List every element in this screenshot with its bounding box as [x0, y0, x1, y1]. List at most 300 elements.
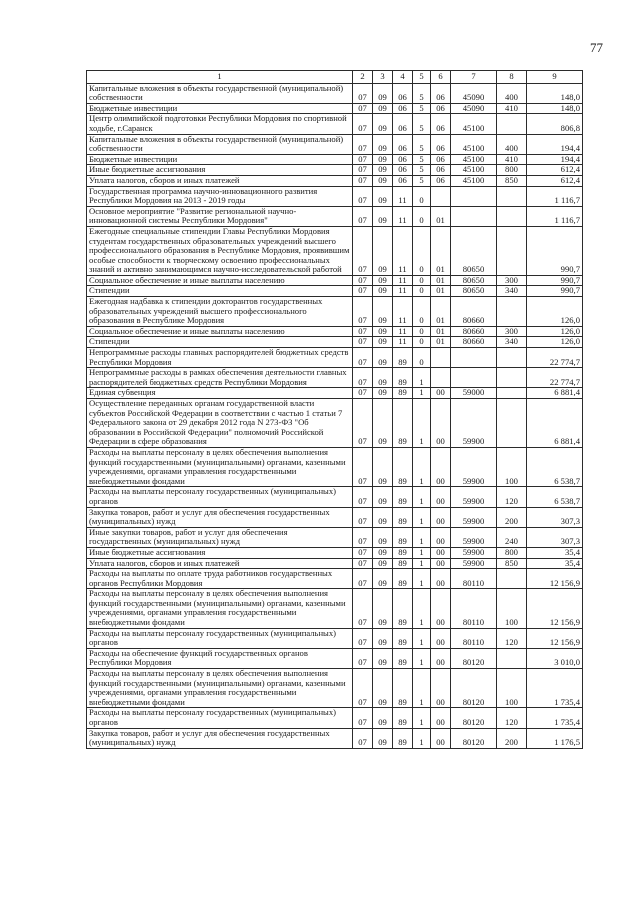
program-code-cell: 89 — [393, 558, 413, 569]
table-row — [87, 154, 583, 165]
section-code-cell: 07 — [353, 669, 373, 708]
subprogram-code-cell: 1 — [413, 728, 431, 748]
table-row — [87, 447, 583, 486]
event-code-cell: 01 — [431, 286, 451, 297]
subsection-code-cell: 09 — [373, 114, 393, 134]
subprogram-code-cell: 0 — [413, 186, 431, 206]
amount-cell: 1 116,7 — [527, 206, 583, 226]
subprogram-code-cell: 0 — [413, 286, 431, 297]
program-code-cell: 11 — [393, 286, 413, 297]
subprogram-code-cell: 1 — [413, 648, 431, 668]
program-code-cell: 89 — [393, 487, 413, 507]
table-row — [87, 708, 583, 728]
subsection-code-cell: 09 — [373, 569, 393, 589]
event-code-cell: 06 — [431, 114, 451, 134]
event-code-cell: 01 — [431, 326, 451, 337]
amount-cell: 990,7 — [527, 275, 583, 286]
section-code-cell: 07 — [353, 648, 373, 668]
expense-name-cell: Социальное обеспечение и иные выплаты населению — [87, 326, 353, 337]
amount-cell: 6 881,4 — [527, 388, 583, 399]
section-code-cell: 07 — [353, 103, 373, 114]
section-code-cell: 07 — [353, 487, 373, 507]
expense-type-code-cell: 340 — [497, 337, 527, 348]
header-cell: 5 — [413, 71, 431, 84]
subsection-code-cell: 09 — [373, 487, 393, 507]
event-code-cell: 06 — [431, 103, 451, 114]
program-code-cell: 06 — [393, 114, 413, 134]
subprogram-code-cell: 1 — [413, 589, 431, 628]
direction-code-cell: 45100 — [451, 154, 497, 165]
subprogram-code-cell: 1 — [413, 368, 431, 388]
event-code-cell: 00 — [431, 399, 451, 448]
amount-cell: 22 774,7 — [527, 368, 583, 388]
amount-cell: 6 538,7 — [527, 487, 583, 507]
subprogram-code-cell: 5 — [413, 154, 431, 165]
subsection-code-cell: 09 — [373, 165, 393, 176]
expense-type-code-cell — [497, 399, 527, 448]
event-code-cell: 00 — [431, 628, 451, 648]
subprogram-code-cell: 5 — [413, 175, 431, 186]
section-code-cell: 07 — [353, 83, 373, 103]
expense-name-cell: Стипендии — [87, 286, 353, 297]
section-code-cell: 07 — [353, 175, 373, 186]
program-code-cell: 89 — [393, 569, 413, 589]
direction-code-cell: 80650 — [451, 286, 497, 297]
subsection-code-cell: 09 — [373, 134, 393, 154]
amount-cell: 307,3 — [527, 507, 583, 527]
amount-cell: 194,4 — [527, 134, 583, 154]
program-code-cell: 89 — [393, 507, 413, 527]
direction-code-cell: 45100 — [451, 165, 497, 176]
section-code-cell: 07 — [353, 154, 373, 165]
program-code-cell: 06 — [393, 154, 413, 165]
program-code-cell: 89 — [393, 447, 413, 486]
program-code-cell: 89 — [393, 648, 413, 668]
expense-name-cell: Иные бюджетные ассигнования — [87, 165, 353, 176]
program-code-cell: 11 — [393, 226, 413, 275]
event-code-cell: 00 — [431, 558, 451, 569]
expense-name-cell: Основное мероприятие "Развитие региональной научно-инновационной системы Республики Мордовия" — [87, 206, 353, 226]
subsection-code-cell: 09 — [373, 226, 393, 275]
subsection-code-cell: 09 — [373, 326, 393, 337]
event-code-cell: 06 — [431, 83, 451, 103]
subsection-code-cell: 09 — [373, 669, 393, 708]
direction-code-cell: 45100 — [451, 134, 497, 154]
direction-code-cell: 80110 — [451, 569, 497, 589]
amount-cell: 148,0 — [527, 103, 583, 114]
subprogram-code-cell: 0 — [413, 297, 431, 327]
section-code-cell: 07 — [353, 165, 373, 176]
program-code-cell: 06 — [393, 103, 413, 114]
expense-name-cell: Центр олимпийской подготовки Республики Мордовия по спортивной ходьбе, г.Саранск — [87, 114, 353, 134]
program-code-cell: 11 — [393, 297, 413, 327]
event-code-cell: 06 — [431, 154, 451, 165]
expense-name-cell: Стипендии — [87, 337, 353, 348]
direction-code-cell: 80660 — [451, 297, 497, 327]
event-code-cell: 06 — [431, 175, 451, 186]
table-row — [87, 589, 583, 628]
expense-name-cell: Социальное обеспечение и иные выплаты населению — [87, 275, 353, 286]
table-row — [87, 669, 583, 708]
subsection-code-cell: 09 — [373, 447, 393, 486]
section-code-cell: 07 — [353, 326, 373, 337]
expense-type-code-cell: 120 — [497, 628, 527, 648]
page-number: 77 — [590, 40, 603, 55]
amount-cell: 126,0 — [527, 297, 583, 327]
table-row — [87, 348, 583, 368]
program-code-cell: 06 — [393, 83, 413, 103]
amount-cell: 1 116,7 — [527, 186, 583, 206]
subsection-code-cell: 09 — [373, 527, 393, 547]
expense-name-cell: Уплата налогов, сборов и иных платежей — [87, 175, 353, 186]
expense-name-cell: Бюджетные инвестиции — [87, 154, 353, 165]
subsection-code-cell: 09 — [373, 708, 393, 728]
subsection-code-cell: 09 — [373, 589, 393, 628]
direction-code-cell: 80110 — [451, 589, 497, 628]
expense-type-code-cell — [497, 186, 527, 206]
direction-code-cell: 59900 — [451, 547, 497, 558]
subprogram-code-cell: 1 — [413, 507, 431, 527]
section-code-cell: 07 — [353, 186, 373, 206]
table-row — [87, 297, 583, 327]
section-code-cell: 07 — [353, 628, 373, 648]
direction-code-cell: 80650 — [451, 275, 497, 286]
header-cell: 4 — [393, 71, 413, 84]
subsection-code-cell: 09 — [373, 275, 393, 286]
expense-type-code-cell — [497, 114, 527, 134]
expense-type-code-cell: 120 — [497, 708, 527, 728]
event-code-cell: 00 — [431, 527, 451, 547]
expense-name-cell: Единая субвенция — [87, 388, 353, 399]
section-code-cell: 07 — [353, 286, 373, 297]
subsection-code-cell: 09 — [373, 286, 393, 297]
expense-name-cell: Расходы на выплаты персоналу в целях обеспечения выполнения функций государственными (муниципальными) органами, казенными учреждениями, органами управления государственными внебюджетными фондами — [87, 447, 353, 486]
expense-type-code-cell: 850 — [497, 175, 527, 186]
event-code-cell — [431, 348, 451, 368]
table-row — [87, 388, 583, 399]
direction-code-cell — [451, 348, 497, 368]
event-code-cell: 00 — [431, 589, 451, 628]
amount-cell: 6 881,4 — [527, 399, 583, 448]
event-code-cell: 01 — [431, 275, 451, 286]
table-body — [87, 71, 583, 749]
expense-type-code-cell — [497, 368, 527, 388]
subprogram-code-cell: 0 — [413, 206, 431, 226]
section-code-cell: 07 — [353, 337, 373, 348]
program-code-cell: 89 — [393, 728, 413, 748]
header-cell: 9 — [527, 71, 583, 84]
program-code-cell: 89 — [393, 527, 413, 547]
program-code-cell: 89 — [393, 388, 413, 399]
amount-cell: 22 774,7 — [527, 348, 583, 368]
amount-cell: 12 156,9 — [527, 569, 583, 589]
header-cell: 7 — [451, 71, 497, 84]
direction-code-cell: 80660 — [451, 326, 497, 337]
amount-cell: 990,7 — [527, 226, 583, 275]
expense-name-cell: Расходы на выплаты персоналу государственных (муниципальных) органов — [87, 708, 353, 728]
header-cell: 3 — [373, 71, 393, 84]
expense-name-cell: Непрограммные расходы в рамках обеспечения деятельности главных распорядителей бюджетных средств Республики Мордовия — [87, 368, 353, 388]
direction-code-cell: 80120 — [451, 708, 497, 728]
direction-code-cell: 59900 — [451, 507, 497, 527]
section-code-cell: 07 — [353, 728, 373, 748]
expense-name-cell: Бюджетные инвестиции — [87, 103, 353, 114]
budget-table — [86, 70, 583, 749]
program-code-cell: 89 — [393, 368, 413, 388]
expense-name-cell: Непрограммные расходы главных распорядителей бюджетных средств Республики Мордовия — [87, 348, 353, 368]
expense-type-code-cell: 410 — [497, 154, 527, 165]
program-code-cell: 89 — [393, 628, 413, 648]
event-code-cell: 00 — [431, 728, 451, 748]
subprogram-code-cell: 1 — [413, 669, 431, 708]
direction-code-cell: 59900 — [451, 558, 497, 569]
expense-name-cell: Ежегодные специальные стипендии Главы Республики Мордовия студентам государственных образовательных учреждений высшего профессионального образования в Республике Мордовия, проявившим особые способности к творческому освоению профессиональных знаний и активно занимающимся научно-исследовательской работой — [87, 226, 353, 275]
amount-cell: 806,8 — [527, 114, 583, 134]
amount-cell: 3 010,0 — [527, 648, 583, 668]
subsection-code-cell: 09 — [373, 206, 393, 226]
direction-code-cell: 80650 — [451, 226, 497, 275]
event-code-cell — [431, 368, 451, 388]
amount-cell: 148,0 — [527, 83, 583, 103]
subsection-code-cell: 09 — [373, 728, 393, 748]
amount-cell: 12 156,9 — [527, 589, 583, 628]
direction-code-cell: 45100 — [451, 114, 497, 134]
direction-code-cell: 80120 — [451, 669, 497, 708]
event-code-cell: 00 — [431, 447, 451, 486]
table-row — [87, 286, 583, 297]
section-code-cell: 07 — [353, 275, 373, 286]
program-code-cell: 06 — [393, 175, 413, 186]
event-code-cell: 01 — [431, 226, 451, 275]
direction-code-cell: 80120 — [451, 728, 497, 748]
subprogram-code-cell: 5 — [413, 114, 431, 134]
expense-type-code-cell: 800 — [497, 547, 527, 558]
expense-type-code-cell: 800 — [497, 165, 527, 176]
amount-cell: 1 735,4 — [527, 669, 583, 708]
section-code-cell: 07 — [353, 558, 373, 569]
expense-type-code-cell — [497, 348, 527, 368]
subprogram-code-cell: 1 — [413, 527, 431, 547]
expense-name-cell: Уплата налогов, сборов и иных платежей — [87, 558, 353, 569]
direction-code-cell: 80120 — [451, 648, 497, 668]
expense-name-cell: Закупка товаров, работ и услуг для обеспечения государственных (муниципальных) нужд — [87, 728, 353, 748]
subprogram-code-cell: 5 — [413, 83, 431, 103]
expense-name-cell: Капитальные вложения в объекты государственной (муниципальной) собственности — [87, 83, 353, 103]
program-code-cell: 89 — [393, 589, 413, 628]
direction-code-cell: 59900 — [451, 487, 497, 507]
header-cell: 8 — [497, 71, 527, 84]
expense-type-code-cell: 240 — [497, 527, 527, 547]
expense-type-code-cell — [497, 648, 527, 668]
table-row — [87, 648, 583, 668]
direction-code-cell — [451, 186, 497, 206]
section-code-cell: 07 — [353, 527, 373, 547]
section-code-cell: 07 — [353, 569, 373, 589]
program-code-cell: 89 — [393, 348, 413, 368]
direction-code-cell: 59900 — [451, 447, 497, 486]
subprogram-code-cell: 1 — [413, 399, 431, 448]
event-code-cell: 06 — [431, 134, 451, 154]
program-code-cell: 89 — [393, 669, 413, 708]
expense-name-cell: Закупка товаров, работ и услуг для обеспечения государственных (муниципальных) нужд — [87, 507, 353, 527]
program-code-cell: 89 — [393, 708, 413, 728]
amount-cell: 12 156,9 — [527, 628, 583, 648]
direction-code-cell: 80660 — [451, 337, 497, 348]
subsection-code-cell: 09 — [373, 337, 393, 348]
event-code-cell: 01 — [431, 206, 451, 226]
subsection-code-cell: 09 — [373, 558, 393, 569]
expense-type-code-cell: 100 — [497, 589, 527, 628]
section-code-cell: 07 — [353, 206, 373, 226]
subsection-code-cell: 09 — [373, 648, 393, 668]
program-code-cell: 89 — [393, 547, 413, 558]
section-code-cell: 07 — [353, 134, 373, 154]
amount-cell: 612,4 — [527, 175, 583, 186]
header-row — [87, 71, 583, 84]
amount-cell: 126,0 — [527, 326, 583, 337]
section-code-cell: 07 — [353, 447, 373, 486]
expense-name-cell: Расходы на обеспечение функций государственных органов Республики Мордовия — [87, 648, 353, 668]
expense-type-code-cell: 300 — [497, 275, 527, 286]
expense-type-code-cell — [497, 206, 527, 226]
amount-cell: 990,7 — [527, 286, 583, 297]
section-code-cell: 07 — [353, 368, 373, 388]
expense-type-code-cell — [497, 388, 527, 399]
expense-type-code-cell: 200 — [497, 728, 527, 748]
table-row — [87, 728, 583, 748]
amount-cell: 1 735,4 — [527, 708, 583, 728]
event-code-cell: 01 — [431, 337, 451, 348]
expense-name-cell: Государственная программа научно-инновационного развития Республики Мордовия на 2013 - 2019 годы — [87, 186, 353, 206]
expense-type-code-cell: 100 — [497, 447, 527, 486]
subsection-code-cell: 09 — [373, 154, 393, 165]
section-code-cell: 07 — [353, 708, 373, 728]
subsection-code-cell: 09 — [373, 348, 393, 368]
expense-name-cell: Расходы на выплаты персоналу в целях обеспечения выполнения функций государственными (муниципальными) органами, казенными учреждениями, органами управления государственными внебюджетными фондами — [87, 589, 353, 628]
section-code-cell: 07 — [353, 399, 373, 448]
table-row — [87, 547, 583, 558]
subprogram-code-cell: 5 — [413, 103, 431, 114]
direction-code-cell: 80110 — [451, 628, 497, 648]
section-code-cell: 07 — [353, 388, 373, 399]
amount-cell: 35,4 — [527, 547, 583, 558]
subsection-code-cell: 09 — [373, 83, 393, 103]
program-code-cell: 11 — [393, 337, 413, 348]
subsection-code-cell: 09 — [373, 103, 393, 114]
table-row — [87, 527, 583, 547]
expense-name-cell: Осуществление переданных органам государственной власти субъектов Российской Федерации в соответствии с частью 1 статьи 7 Федерального закона от 29 декабря 2012 года N 273-ФЗ "Об образовании в Российской Федерации" полномочий Российской Федерации в сфере образования — [87, 399, 353, 448]
event-code-cell: 00 — [431, 507, 451, 527]
expense-type-code-cell: 300 — [497, 326, 527, 337]
section-code-cell: 07 — [353, 114, 373, 134]
subsection-code-cell: 09 — [373, 628, 393, 648]
header-cell: 1 — [87, 71, 353, 84]
subsection-code-cell: 09 — [373, 368, 393, 388]
expense-type-code-cell: 410 — [497, 103, 527, 114]
subsection-code-cell: 09 — [373, 297, 393, 327]
event-code-cell: 06 — [431, 165, 451, 176]
expense-type-code-cell: 850 — [497, 558, 527, 569]
program-code-cell: 11 — [393, 206, 413, 226]
amount-cell: 612,4 — [527, 165, 583, 176]
table-row — [87, 186, 583, 206]
subsection-code-cell: 09 — [373, 547, 393, 558]
amount-cell: 307,3 — [527, 527, 583, 547]
expense-type-code-cell: 120 — [497, 487, 527, 507]
event-code-cell: 00 — [431, 388, 451, 399]
subprogram-code-cell: 1 — [413, 447, 431, 486]
table-row — [87, 226, 583, 275]
event-code-cell — [431, 186, 451, 206]
program-code-cell: 11 — [393, 186, 413, 206]
table-row — [87, 175, 583, 186]
subprogram-code-cell: 0 — [413, 226, 431, 275]
subprogram-code-cell: 1 — [413, 708, 431, 728]
expense-name-cell: Ежегодная надбавка к стипендии докторантов государственных образовательных учреждений высшего профессионального образования в Республике Мордовия — [87, 297, 353, 327]
expense-name-cell: Иные закупки товаров, работ и услуг для обеспечения государственных (муниципальных) нужд — [87, 527, 353, 547]
subprogram-code-cell: 1 — [413, 547, 431, 558]
direction-code-cell — [451, 206, 497, 226]
table-row — [87, 134, 583, 154]
table-row — [87, 558, 583, 569]
expense-name-cell: Расходы на выплаты персоналу в целях обеспечения выполнения функций государственными (муниципальными) органами, казенными учреждениями, органами управления государственными внебюджетными фондами — [87, 669, 353, 708]
expense-type-code-cell: 400 — [497, 83, 527, 103]
program-code-cell: 06 — [393, 134, 413, 154]
direction-code-cell: 59900 — [451, 527, 497, 547]
table-row — [87, 206, 583, 226]
table-row — [87, 368, 583, 388]
subsection-code-cell: 09 — [373, 399, 393, 448]
program-code-cell: 89 — [393, 399, 413, 448]
direction-code-cell: 59000 — [451, 388, 497, 399]
section-code-cell: 07 — [353, 547, 373, 558]
subsection-code-cell: 09 — [373, 175, 393, 186]
direction-code-cell: 45090 — [451, 103, 497, 114]
subprogram-code-cell: 0 — [413, 326, 431, 337]
subprogram-code-cell: 0 — [413, 348, 431, 368]
event-code-cell: 00 — [431, 487, 451, 507]
header-cell: 2 — [353, 71, 373, 84]
event-code-cell: 01 — [431, 297, 451, 327]
program-code-cell: 11 — [393, 275, 413, 286]
table-row — [87, 569, 583, 589]
section-code-cell: 07 — [353, 297, 373, 327]
table-row — [87, 114, 583, 134]
section-code-cell: 07 — [353, 589, 373, 628]
subprogram-code-cell: 0 — [413, 337, 431, 348]
section-code-cell: 07 — [353, 348, 373, 368]
subprogram-code-cell: 1 — [413, 569, 431, 589]
expense-type-code-cell — [497, 297, 527, 327]
expense-name-cell: Расходы на выплаты персоналу государственных (муниципальных) органов — [87, 487, 353, 507]
event-code-cell: 00 — [431, 547, 451, 558]
program-code-cell: 11 — [393, 326, 413, 337]
subprogram-code-cell: 5 — [413, 134, 431, 154]
event-code-cell: 00 — [431, 669, 451, 708]
table-row — [87, 165, 583, 176]
subprogram-code-cell: 1 — [413, 558, 431, 569]
expense-name-cell: Капитальные вложения в объекты государственной (муниципальной) собственности — [87, 134, 353, 154]
table-row — [87, 326, 583, 337]
expense-name-cell: Иные бюджетные ассигнования — [87, 547, 353, 558]
table-row — [87, 275, 583, 286]
event-code-cell: 00 — [431, 648, 451, 668]
subprogram-code-cell: 0 — [413, 275, 431, 286]
expense-name-cell: Расходы на выплаты по оплате труда работников государственных органов Республики Мордовия — [87, 569, 353, 589]
amount-cell: 1 176,5 — [527, 728, 583, 748]
subsection-code-cell: 09 — [373, 388, 393, 399]
direction-code-cell: 59900 — [451, 399, 497, 448]
